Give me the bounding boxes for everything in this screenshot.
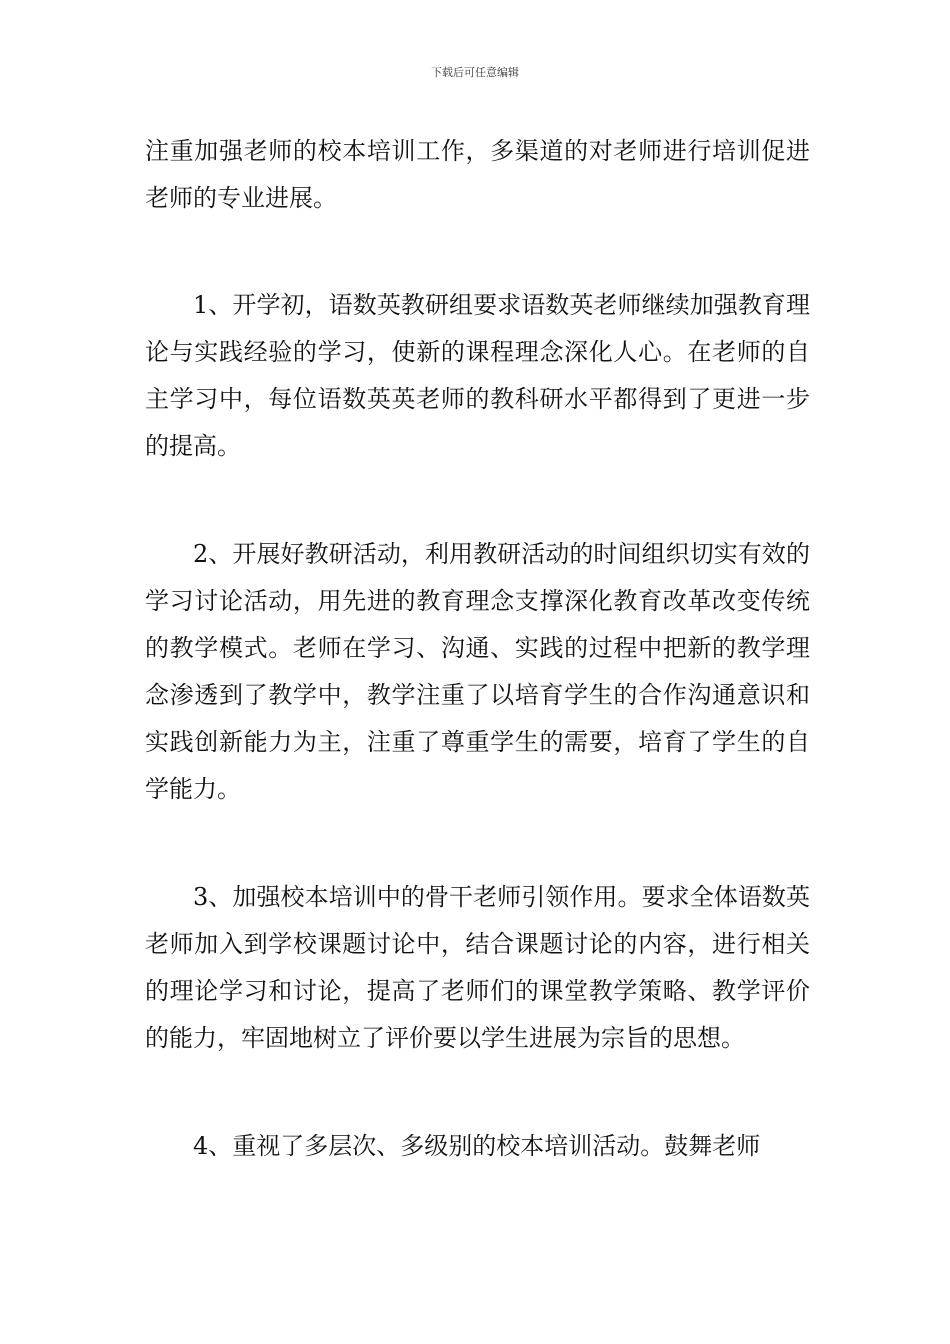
paragraph-item-2: 2、开展好教研活动，利用教研活动的时间组织切实有效的学习讨论活动，用先进的教育理念支撑深化教育改革改变传统的教学模式。老师在学习、沟通、实践的过程中把新的教学理念渗透到了教学中，教学注重了以培育学生的合作沟通意识和实践创新能力为主，注重了尊重学生的需要，培育了学生的自学能力。 [145,540,810,803]
page-header: 下载后可任意编辑 [431,66,519,79]
paragraph-item-1: 1、开学初，语数英教研组要求语数英老师继续加强教育理论与实践经验的学习，使新的课程理念深化人心。在老师的自主学习中，每位语数英英老师的教科研水平都得到了更进一步的提高。 [145,291,810,460]
document-body [145,128,810,1231]
paragraph-item-3: 3、加强校本培训中的骨干老师引领作用。要求全体语数英老师加入到学校课题讨论中，结合课题讨论的内容，进行相关的理论学习和讨论，提高了老师们的课堂教学策略、教学评价的能力，牢固地树立了评价要以学生进展为宗旨的思想。 [145,883,810,1052]
paragraph-intro: 注重加强老师的校本培训工作，多渠道的对老师进行培训促进老师的专业进展。 [145,137,810,212]
paragraph-item-4: 4、重视了多层次、多级别的校本培训活动。鼓舞老师 [193,1132,761,1160]
